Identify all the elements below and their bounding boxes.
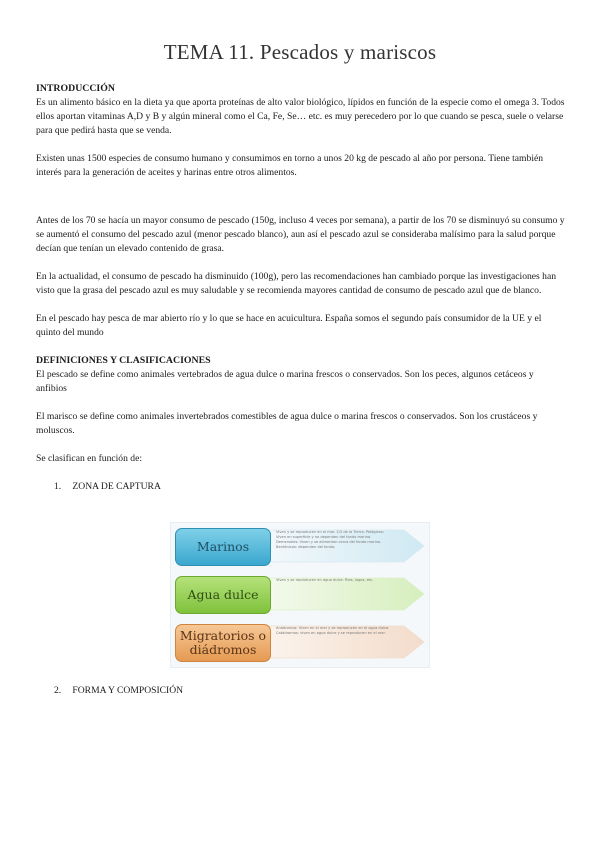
text-migratorios: Anádromos: Viven en el mar y se reproducen en el agua dulce. Catádromos: viven en agua dulce y se reproducen en el mar. bbox=[276, 626, 390, 635]
label-agua-dulce: Agua dulce bbox=[175, 576, 271, 614]
label-marinos: Marinos bbox=[175, 528, 271, 566]
list-item-zona-captura bbox=[36, 480, 566, 494]
intro-paragraph-3: Antes de los 70 se hacía un mayor consumo de pescado (150g, incluso 4 veces por semana), a partir de los 70 se disminuyó su consumo y se aumentó el consumo del pescado azul (menor pescado blanco), aun así el pescado azul se consideraba malísimo para la salud porque decían que tenían un elevado contenido de grasa. bbox=[36, 215, 565, 254]
intro-paragraph-4: En la actualidad, el consumo de pescado ha disminuido (100g), pero las recomendaciones han cambiado porque las investigaciones han visto que la grasa del pescado azul es muy saludable y se recomienda mayores cantidad de consumo de pescado azul que de blanco. bbox=[36, 271, 557, 296]
list-number: 2. bbox=[54, 685, 62, 696]
document-body-lower bbox=[36, 684, 566, 698]
definitions-heading: DEFINICIONES Y CLASIFICACIONES bbox=[36, 355, 211, 366]
capture-zone-diagram bbox=[170, 522, 428, 666]
page-title: TEMA 11. Pescados y mariscos bbox=[163, 40, 437, 64]
intro-paragraph-5: En el pescado hay pesca de mar abierto río y lo que se hace en acuicultura. España somos el segundo país consumidor de la UE y el quinto del mundo bbox=[36, 313, 542, 338]
intro-heading: INTRODUCCIÓN bbox=[36, 83, 115, 94]
definitions-paragraph-2: El marisco se define como animales invertebrados comestibles de agua dulce o marina frescos o conservados. Son los crustáceos y moluscos. bbox=[36, 411, 538, 436]
definitions-paragraph-3: Se clasifican en función de: bbox=[36, 453, 143, 464]
intro-paragraph-1: Es un alimento básico en la dieta ya que aporta proteínas de alto valor biológico, lípidos en función de la especie como el omega 3. Todos ellos aportan vitaminas A,D y B y algún mineral como el Ca, Fe, Se… etc. es muy perecedero por lo que cuando se pesca, suele o velarse para que pedirá hasta que se venda. bbox=[36, 97, 565, 136]
list-label: FORMA Y COMPOSICIÓN bbox=[72, 685, 184, 696]
diagram-row-agua-dulce bbox=[172, 572, 426, 616]
list-number: 1. bbox=[54, 481, 62, 492]
label-migratorios: Migratorios o diádromos bbox=[175, 624, 271, 662]
document-body bbox=[36, 82, 566, 494]
diagram-row-migratorios bbox=[172, 620, 426, 664]
definitions-paragraph-1: El pescado se define como animales vertebrados de agua dulce o marina frescos o conservados. Son los peces, algunos cetáceos y anfibios bbox=[36, 369, 534, 394]
list-label: ZONA DE CAPTURA bbox=[72, 481, 161, 492]
list-item-forma-composicion bbox=[36, 684, 566, 698]
text-agua-dulce: Viven y se reproducen en agua dulce. Ríos, lagos, etc. bbox=[276, 578, 374, 582]
intro-paragraph-2: Existen unas 1500 especies de consumo humano y consumimos en torno a unos 20 kg de pescado al año por persona. Tiene también interés para la generación de aceites y harinas entre otros alimentos. bbox=[36, 153, 544, 178]
diagram-row-marinos bbox=[172, 524, 426, 568]
text-marinos: Viven y se reproducen en el mar. 2/3 de la Tierra. Pelágicos: Viven en superficie y no dependen del fondo marino. Demersales: Viven y se alimentan cerca del fondo marino. Bentónicos: dependen del fondo. bbox=[276, 530, 384, 549]
